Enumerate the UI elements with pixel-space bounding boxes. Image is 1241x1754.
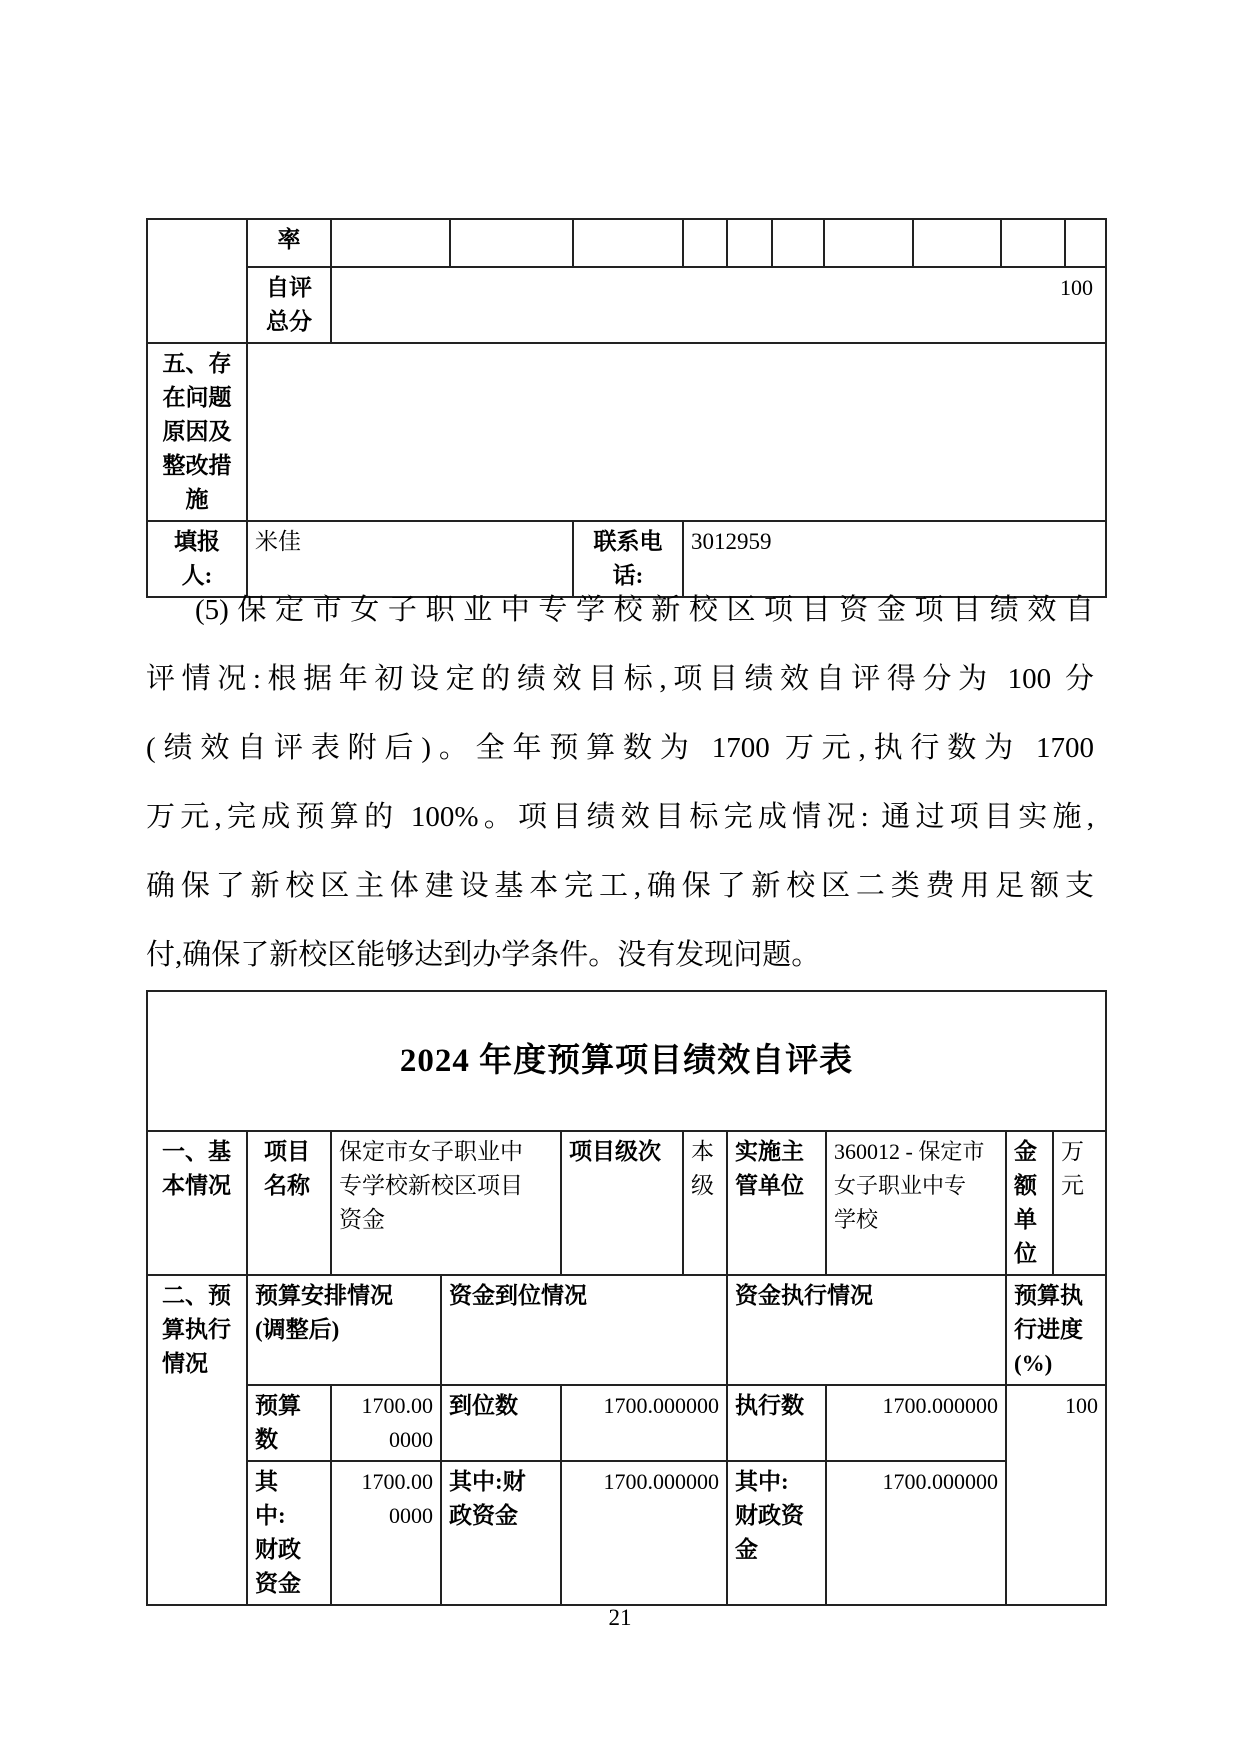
paragraph-line: (5)保定市女子职业中专学校新校区项目资金项目绩效自 (195, 594, 1094, 626)
empty-cell (683, 219, 727, 267)
project-name-label: 项目名称 (264, 1139, 310, 1198)
progress-value-cell: 100 (1006, 1385, 1106, 1605)
project-name-value: 保定市女子职业中专学校新校区项目资金 (339, 1139, 523, 1232)
sub-fiscal-value: 1700.000000 (361, 1469, 433, 1528)
filler-value-cell: 米佳 (247, 521, 573, 597)
budget-label-cell (247, 1385, 331, 1461)
executed-value-cell: 1700.000000 (826, 1385, 1006, 1461)
org-value-cell (826, 1131, 1006, 1275)
project-name-label-cell (247, 1131, 331, 1275)
sub-fiscal-label: 其中:财政资金 (449, 1469, 526, 1528)
paragraph-line: 付,确保了新校区能够达到办学条件。没有发现问题。 (146, 939, 821, 971)
phone-value-cell: 3012959 (683, 521, 1106, 597)
amount-unit-label-cell: 金额单位 (1006, 1131, 1053, 1275)
table-row (147, 219, 1106, 267)
amount-unit-value-cell: 万元 (1053, 1131, 1106, 1275)
empty-cell (772, 219, 824, 267)
table-row (147, 991, 1106, 1131)
arranged-label: 预算安排情况(调整后) (255, 1283, 393, 1342)
received-num-label-cell: 到位数 (441, 1385, 561, 1461)
empty-cell (450, 219, 573, 267)
paragraph-5 (146, 576, 1094, 990)
table-row (147, 267, 1106, 343)
exec-section-label: 二、预算执行情况 (162, 1283, 231, 1376)
empty-cell (727, 219, 772, 267)
rate-label-cell: 率 (247, 219, 331, 267)
budget-label: 预算数 (255, 1393, 301, 1452)
self-score-value-cell: 100 (331, 267, 1106, 343)
sub-fiscal-value-cell (331, 1461, 441, 1605)
basic-section-cell (147, 1131, 247, 1275)
budget-value-cell (331, 1385, 441, 1461)
paragraph-line: 评情况:根据年初设定的绩效目标,项目绩效自评得分为 100 分 (146, 663, 1094, 695)
phone-label: 联系电话: (593, 529, 663, 588)
self-evaluation-table (146, 990, 1107, 1606)
sub-fiscal-label-cell (247, 1461, 331, 1605)
project-level-value-cell: 本级 (683, 1131, 727, 1275)
basic-section-label: 一、基本情况 (162, 1139, 231, 1198)
sub-fiscal-label: 其中:财政资金 (735, 1469, 804, 1562)
paragraph-line: (绩效自评表附后)。全年预算数为 1700 万元,执行数为 1700 (146, 732, 1094, 764)
sub-fiscal-label: 其中:财政资金 (255, 1469, 301, 1596)
received-value-cell: 1700.000000 (561, 1385, 727, 1461)
empty-cell (1065, 219, 1106, 267)
page-number: 21 (608, 1605, 632, 1630)
issues-label-cell (147, 343, 247, 521)
empty-cell (573, 219, 683, 267)
empty-cell (331, 219, 450, 267)
received-label-cell: 资金到位情况 (441, 1275, 727, 1385)
empty-cell (147, 219, 247, 343)
empty-cell (913, 219, 1001, 267)
self-score-label-cell (247, 267, 331, 343)
sub-fiscal-label-cell (441, 1461, 561, 1605)
budget-value: 1700.000000 (361, 1393, 433, 1452)
table-row (147, 1275, 1106, 1385)
arranged-label-cell (247, 1275, 441, 1385)
filler-label: 填报人: (174, 529, 220, 588)
project-level-label-cell: 项目级次 (561, 1131, 683, 1275)
sub-fiscal-label-cell (727, 1461, 826, 1605)
org-label-cell: 实施主管单位 (727, 1131, 826, 1275)
table-title: 2024 年度预算项目绩效自评表 (147, 991, 1106, 1131)
exec-section-cell (147, 1275, 247, 1605)
empty-cell (1001, 219, 1065, 267)
sub-fiscal-value-cell: 1700.000000 (561, 1461, 727, 1605)
table-row (147, 1461, 1106, 1605)
progress-label-cell: 预算执行进度(%) (1006, 1275, 1106, 1385)
performance-summary-table-tail (146, 218, 1107, 598)
sub-fiscal-value-cell: 1700.000000 (826, 1461, 1006, 1605)
issues-label: 五、存在问题原因及整改措施 (162, 351, 232, 512)
paragraph-line: 确保了新校区主体建设基本完工,确保了新校区二类费用足额支 (146, 870, 1094, 902)
table-row (147, 1131, 1106, 1275)
table-row (147, 1385, 1106, 1461)
empty-cell (824, 219, 913, 267)
table-row (147, 343, 1106, 521)
issues-content-cell (247, 343, 1106, 521)
paragraph-line: 万元,完成预算的 100%。项目绩效目标完成情况: 通过项目实施, (146, 801, 1094, 833)
project-name-value-cell (331, 1131, 561, 1275)
self-score-label: 自评总分 (266, 275, 312, 334)
org-value: 360012 - 保定市女子职业中专学校 (834, 1139, 985, 1232)
executed-label-cell: 资金执行情况 (727, 1275, 1006, 1385)
executed-num-label-cell: 执行数 (727, 1385, 826, 1461)
